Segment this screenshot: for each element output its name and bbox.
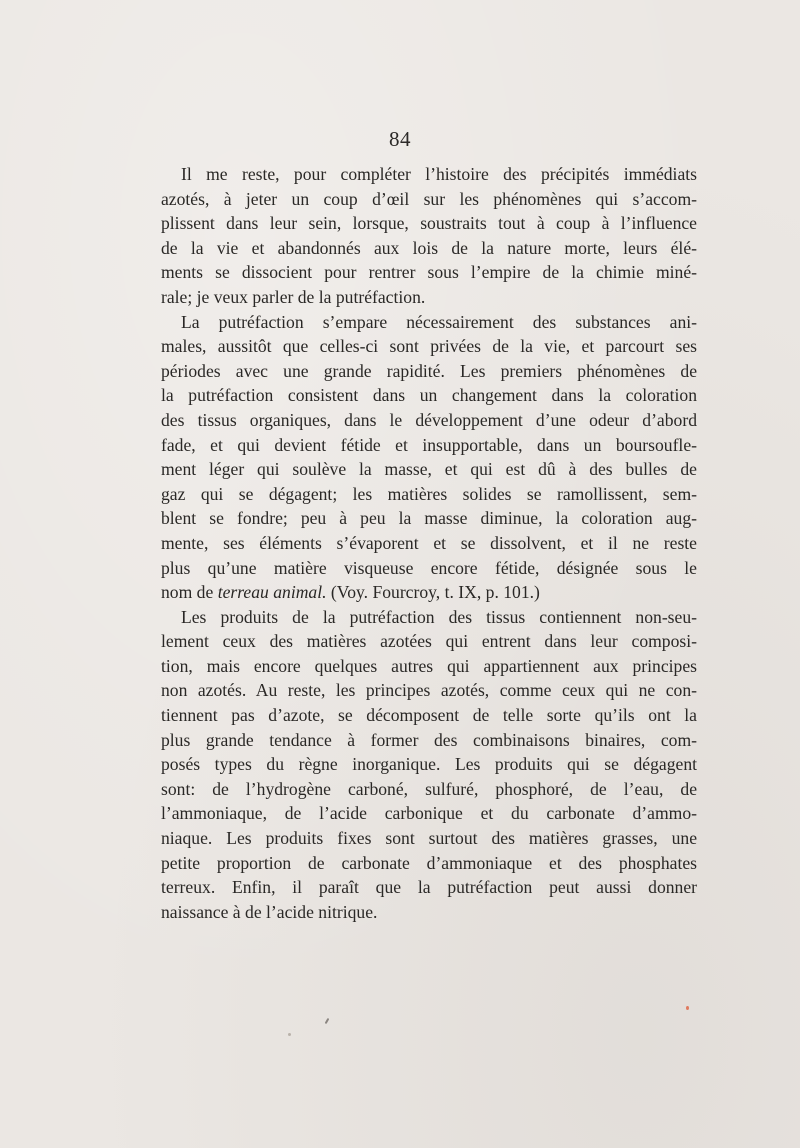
italic-term: terreau animal. [217,582,327,603]
text-line: tion, mais encore quelques autres qui appartiennent aux principes [161,655,697,676]
text-line: l’ammoniaque, de l’acide carbonique et du carbonate d’ammo- [161,803,697,824]
text-line: posés types du règne inorganique. Les produits qui se dégagent [161,754,697,775]
text-line: de la vie et abandonnés aux lois de la nature morte, leurs élé- [161,237,697,258]
citation-reference: (Voy. Fourcroy, t. IX, p. 101.) [326,582,540,603]
text-line: périodes avec une grande rapidité. Les premiers phénomènes de [161,360,697,381]
text-line: des tissus organiques, dans le développement d’une odeur d’abord [161,409,697,430]
text-line: rale; je veux parler de la putréfaction. [161,286,426,307]
text-line: azotés, à jeter un coup d’œil sur les phénomènes qui s’accom- [161,188,697,209]
text-line: Il me reste, pour compléter l’histoire des précipités immédiats [181,164,697,184]
text-line: plus qu’une matière visqueuse encore fétide, désignée sous le [161,557,697,578]
text-line: ment léger qui soulève la masse, et qui est dû à des bulles de [161,459,697,480]
body-text [161,162,697,924]
paragraph-2 [161,310,697,605]
text-line: naissance à de l’acide nitrique. [161,901,378,922]
text-line: fade, et qui devient fétide et insupportable, dans un boursoufle- [161,434,697,455]
text-line: terreux. Enfin, il paraît que la putréfaction peut aussi donner [161,877,697,898]
citation-prefix: nom de [161,582,218,603]
text-line: la putréfaction consistent dans un changement dans la coloration [161,385,697,406]
paper-speck [686,1006,689,1010]
text-line: sont: de l’hydrogène carboné, sulfuré, phosphoré, de l’eau, de [161,778,697,799]
text-line: plus grande tendance à former des combinaisons binaires, com- [161,729,697,750]
text-line: mente, ses éléments s’évaporent et se dissolvent, et il ne reste [161,532,697,553]
text-line-with-citation [161,580,697,605]
text-line: petite proportion de carbonate d’ammoniaque et des phosphates [161,852,697,873]
text-line: males, aussitôt que celles-ci sont privées de la vie, et parcourt ses [161,336,697,357]
text-line: ments se dissocient pour rentrer sous l’empire de la chimie miné- [161,262,697,283]
text-line: gaz qui se dégagent; les matières solides se ramollissent, sem- [161,483,697,504]
paper-speck [288,1033,291,1036]
page-number: 84 [389,127,411,151]
text-line: plissent dans leur sein, lorsque, soustraits tout à coup à l’influence [161,213,697,234]
text-line: Les produits de la putréfaction des tissus contiennent non-seu- [181,606,697,627]
text-line: blent se fondre; peu à peu la masse diminue, la coloration aug- [161,508,697,529]
paper-mark [325,1018,330,1024]
text-line: lement ceux des matières azotées qui entrent dans leur composi- [161,631,697,652]
paragraph-3 [161,605,697,925]
text-line: non azotés. Au reste, les principes azotés, comme ceux qui ne con- [161,680,697,701]
paragraph-1 [161,162,697,310]
text-line: La putréfaction s’empare nécessairement des substances ani- [181,311,697,332]
text-line: niaque. Les produits fixes sont surtout des matières grasses, une [161,828,697,849]
text-line: tiennent pas d’azote, se décomposent de telle sorte qu’ils ont la [161,705,697,726]
